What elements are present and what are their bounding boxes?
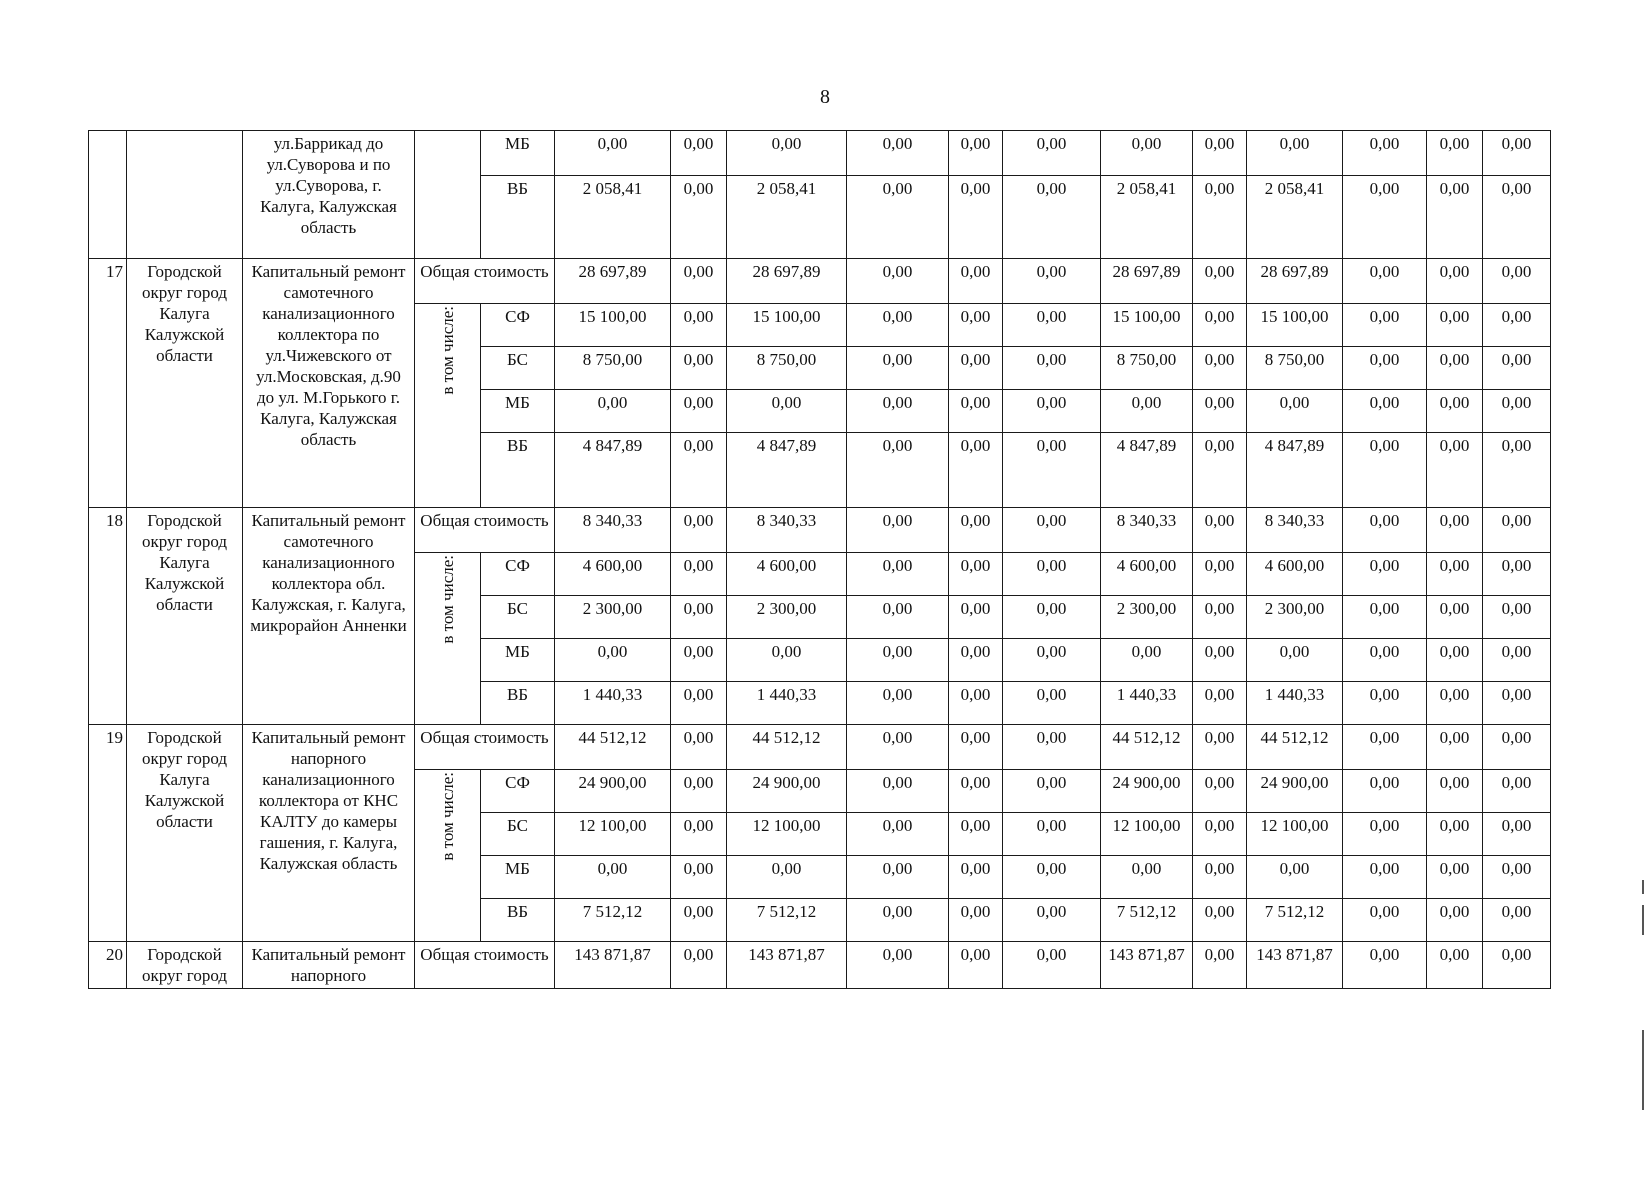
value-cell: 0,00 [949, 899, 1003, 942]
value-cell: 0,00 [671, 347, 727, 390]
value-cell: 0,00 [727, 131, 847, 176]
value-cell: 0,00 [727, 390, 847, 433]
value-cell: 0,00 [847, 176, 949, 259]
value-cell: 0,00 [949, 433, 1003, 508]
value-cell: 28 697,89 [555, 259, 671, 304]
value-cell: 7 512,12 [555, 899, 671, 942]
value-cell: 0,00 [949, 259, 1003, 304]
value-cell: 0,00 [555, 856, 671, 899]
value-cell: 0,00 [1483, 553, 1551, 596]
number-cell: 20 [89, 942, 127, 989]
value-cell: 2 058,41 [727, 176, 847, 259]
value-cell: 0,00 [671, 942, 727, 989]
value-cell: 44 512,12 [727, 725, 847, 770]
page-number: 8 [820, 86, 830, 108]
incl-label-cell [415, 770, 481, 942]
value-cell: 12 100,00 [1101, 813, 1193, 856]
value-cell: 24 900,00 [555, 770, 671, 813]
value-cell: 0,00 [1003, 304, 1101, 347]
value-cell: 0,00 [949, 347, 1003, 390]
value-cell: 0,00 [1193, 433, 1247, 508]
value-cell: 0,00 [1101, 639, 1193, 682]
value-cell: 0,00 [1193, 856, 1247, 899]
value-cell: 0,00 [671, 259, 727, 304]
value-cell: 0,00 [1427, 899, 1483, 942]
value-cell: 0,00 [1193, 131, 1247, 176]
value-cell: 0,00 [1427, 942, 1483, 989]
source-cell: СФ [481, 770, 555, 813]
value-cell: 44 512,12 [1247, 725, 1343, 770]
value-cell: 0,00 [671, 131, 727, 176]
value-cell: 2 300,00 [555, 596, 671, 639]
value-cell: 0,00 [1193, 390, 1247, 433]
description-cell: Капитальный ремонт напорного [243, 942, 415, 989]
value-cell: 0,00 [671, 176, 727, 259]
value-cell: 0,00 [1427, 856, 1483, 899]
value-cell: 7 512,12 [1101, 899, 1193, 942]
value-cell: 0,00 [949, 176, 1003, 259]
value-cell: 0,00 [1003, 508, 1101, 553]
total-label-cell: Общая стоимость [415, 942, 555, 989]
district-cell: Городской округ город Калуга Калужской области [127, 259, 243, 508]
value-cell: 0,00 [1003, 639, 1101, 682]
value-cell: 2 058,41 [1247, 176, 1343, 259]
value-cell: 0,00 [671, 508, 727, 553]
value-cell: 0,00 [847, 639, 949, 682]
value-cell: 0,00 [847, 553, 949, 596]
value-cell: 0,00 [1193, 899, 1247, 942]
total-label-cell: Общая стоимость [415, 725, 555, 770]
value-cell: 15 100,00 [555, 304, 671, 347]
number-cell: 18 [89, 508, 127, 725]
value-cell: 8 340,33 [555, 508, 671, 553]
value-cell: 4 847,89 [1101, 433, 1193, 508]
value-cell: 4 847,89 [727, 433, 847, 508]
value-cell: 28 697,89 [1101, 259, 1193, 304]
value-cell: 0,00 [1483, 176, 1551, 259]
value-cell: 0,00 [1003, 725, 1101, 770]
value-cell: 0,00 [1003, 942, 1101, 989]
value-cell: 0,00 [671, 639, 727, 682]
table-row [89, 259, 1551, 304]
value-cell: 1 440,33 [1247, 682, 1343, 725]
value-cell: 0,00 [671, 390, 727, 433]
source-cell: МБ [481, 390, 555, 433]
value-cell: 0,00 [949, 131, 1003, 176]
incl-cell [415, 131, 481, 259]
value-cell: 0,00 [1247, 131, 1343, 176]
value-cell: 0,00 [1483, 259, 1551, 304]
value-cell: 8 340,33 [1101, 508, 1193, 553]
value-cell: 0,00 [1483, 304, 1551, 347]
value-cell: 0,00 [1483, 899, 1551, 942]
number-cell [89, 131, 127, 259]
value-cell: 0,00 [671, 596, 727, 639]
value-cell: 0,00 [1427, 770, 1483, 813]
value-cell: 0,00 [1343, 682, 1427, 725]
table-row [89, 942, 1551, 989]
value-cell: 0,00 [949, 725, 1003, 770]
value-cell: 8 340,33 [1247, 508, 1343, 553]
value-cell: 24 900,00 [727, 770, 847, 813]
source-cell: ВБ [481, 899, 555, 942]
value-cell: 28 697,89 [727, 259, 847, 304]
value-cell: 0,00 [671, 813, 727, 856]
value-cell: 0,00 [847, 856, 949, 899]
value-cell: 0,00 [555, 639, 671, 682]
value-cell: 0,00 [1343, 813, 1427, 856]
value-cell: 0,00 [1427, 433, 1483, 508]
value-cell: 0,00 [1193, 813, 1247, 856]
description-cell: Капитальный ремонт самотечного канализационного коллектора обл. Калужская, г. Калуга, микрорайон Анненки [243, 508, 415, 725]
value-cell: 0,00 [1427, 553, 1483, 596]
value-cell: 0,00 [671, 770, 727, 813]
incl-label: в том числе: [438, 306, 457, 395]
value-cell: 0,00 [949, 596, 1003, 639]
value-cell: 4 847,89 [1247, 433, 1343, 508]
value-cell: 0,00 [1101, 131, 1193, 176]
value-cell: 1 440,33 [1101, 682, 1193, 725]
value-cell: 15 100,00 [1247, 304, 1343, 347]
value-cell: 0,00 [1343, 856, 1427, 899]
value-cell: 0,00 [1343, 347, 1427, 390]
value-cell: 12 100,00 [1247, 813, 1343, 856]
value-cell: 0,00 [1427, 639, 1483, 682]
table-body [89, 131, 1551, 989]
value-cell: 0,00 [847, 347, 949, 390]
value-cell: 0,00 [1003, 176, 1101, 259]
value-cell: 44 512,12 [1101, 725, 1193, 770]
value-cell: 0,00 [1343, 508, 1427, 553]
value-cell: 0,00 [1343, 639, 1427, 682]
scan-mark [1642, 1030, 1644, 1110]
value-cell: 0,00 [1193, 176, 1247, 259]
value-cell: 2 300,00 [1247, 596, 1343, 639]
value-cell: 0,00 [1483, 390, 1551, 433]
value-cell: 0,00 [949, 390, 1003, 433]
value-cell: 0,00 [1343, 259, 1427, 304]
value-cell: 0,00 [727, 856, 847, 899]
value-cell: 0,00 [1483, 856, 1551, 899]
scan-mark [1642, 880, 1644, 894]
value-cell: 0,00 [671, 682, 727, 725]
table-row [89, 508, 1551, 553]
value-cell: 0,00 [1483, 942, 1551, 989]
value-cell: 8 750,00 [727, 347, 847, 390]
value-cell: 0,00 [949, 813, 1003, 856]
description-cell: ул.Баррикад до ул.Суворова и по ул.Суворова, г. Калуга, Калужская область [243, 131, 415, 259]
value-cell: 0,00 [847, 942, 949, 989]
value-cell: 0,00 [1427, 813, 1483, 856]
value-cell: 0,00 [1003, 899, 1101, 942]
value-cell: 8 750,00 [555, 347, 671, 390]
value-cell: 4 600,00 [1101, 553, 1193, 596]
district-cell: Городской округ город [127, 942, 243, 989]
value-cell: 0,00 [949, 856, 1003, 899]
value-cell: 1 440,33 [727, 682, 847, 725]
value-cell: 0,00 [1483, 433, 1551, 508]
value-cell: 0,00 [1003, 596, 1101, 639]
value-cell: 0,00 [1427, 131, 1483, 176]
value-cell: 143 871,87 [1247, 942, 1343, 989]
source-cell: МБ [481, 131, 555, 176]
value-cell: 0,00 [1427, 304, 1483, 347]
value-cell: 0,00 [949, 553, 1003, 596]
value-cell: 0,00 [1483, 596, 1551, 639]
value-cell: 24 900,00 [1247, 770, 1343, 813]
value-cell: 0,00 [1427, 259, 1483, 304]
value-cell: 0,00 [1003, 347, 1101, 390]
value-cell: 44 512,12 [555, 725, 671, 770]
value-cell: 0,00 [847, 770, 949, 813]
value-cell: 2 058,41 [1101, 176, 1193, 259]
value-cell: 0,00 [1343, 176, 1427, 259]
description-cell: Капитальный ремонт напорного канализационного коллектора от КНС КАЛТУ до камеры гашения, г. Калуга, Калужская область [243, 725, 415, 942]
value-cell: 143 871,87 [727, 942, 847, 989]
value-cell: 0,00 [1003, 259, 1101, 304]
value-cell: 0,00 [1343, 770, 1427, 813]
value-cell: 0,00 [1193, 596, 1247, 639]
value-cell: 0,00 [1483, 347, 1551, 390]
table-row [89, 131, 1551, 176]
value-cell: 0,00 [949, 942, 1003, 989]
value-cell: 0,00 [1343, 304, 1427, 347]
value-cell: 143 871,87 [1101, 942, 1193, 989]
value-cell: 7 512,12 [727, 899, 847, 942]
value-cell: 15 100,00 [727, 304, 847, 347]
value-cell: 0,00 [1427, 347, 1483, 390]
source-cell: ВБ [481, 433, 555, 508]
value-cell: 0,00 [847, 899, 949, 942]
value-cell: 0,00 [847, 390, 949, 433]
source-cell: СФ [481, 553, 555, 596]
total-label-cell: Общая стоимость [415, 508, 555, 553]
value-cell: 0,00 [671, 433, 727, 508]
value-cell: 0,00 [847, 433, 949, 508]
value-cell: 0,00 [847, 813, 949, 856]
value-cell: 0,00 [1193, 553, 1247, 596]
value-cell: 0,00 [1483, 725, 1551, 770]
value-cell: 0,00 [847, 596, 949, 639]
value-cell: 0,00 [1101, 390, 1193, 433]
value-cell: 2 300,00 [727, 596, 847, 639]
value-cell: 0,00 [671, 304, 727, 347]
scan-mark [1642, 905, 1644, 935]
value-cell: 0,00 [847, 725, 949, 770]
source-cell: СФ [481, 304, 555, 347]
value-cell: 0,00 [1427, 176, 1483, 259]
value-cell: 0,00 [847, 259, 949, 304]
source-cell: БС [481, 596, 555, 639]
value-cell: 0,00 [1343, 390, 1427, 433]
value-cell: 0,00 [1193, 259, 1247, 304]
value-cell: 0,00 [671, 553, 727, 596]
number-cell: 19 [89, 725, 127, 942]
value-cell: 24 900,00 [1101, 770, 1193, 813]
value-cell: 0,00 [847, 682, 949, 725]
value-cell: 0,00 [1101, 856, 1193, 899]
value-cell: 2 300,00 [1101, 596, 1193, 639]
value-cell: 0,00 [1483, 131, 1551, 176]
value-cell: 0,00 [847, 131, 949, 176]
value-cell: 15 100,00 [1101, 304, 1193, 347]
value-cell: 0,00 [1483, 682, 1551, 725]
value-cell: 0,00 [1343, 131, 1427, 176]
source-cell: МБ [481, 639, 555, 682]
source-cell: БС [481, 347, 555, 390]
incl-label-cell [415, 304, 481, 508]
value-cell: 0,00 [1343, 899, 1427, 942]
value-cell: 0,00 [727, 639, 847, 682]
value-cell: 0,00 [671, 856, 727, 899]
value-cell: 4 600,00 [727, 553, 847, 596]
value-cell: 1 440,33 [555, 682, 671, 725]
value-cell: 0,00 [1247, 856, 1343, 899]
description-cell: Капитальный ремонт самотечного канализационного коллектора по ул.Чижевского от ул.Московская, д.90 до ул. М.Горького г. Калуга, Калужская область [243, 259, 415, 508]
value-cell: 0,00 [555, 390, 671, 433]
value-cell: 0,00 [1343, 553, 1427, 596]
value-cell: 0,00 [847, 304, 949, 347]
number-cell: 17 [89, 259, 127, 508]
source-cell: ВБ [481, 682, 555, 725]
value-cell: 12 100,00 [727, 813, 847, 856]
value-cell: 0,00 [949, 682, 1003, 725]
value-cell: 0,00 [1427, 682, 1483, 725]
value-cell: 0,00 [1247, 390, 1343, 433]
value-cell: 0,00 [949, 639, 1003, 682]
value-cell: 0,00 [1343, 433, 1427, 508]
value-cell: 0,00 [1193, 304, 1247, 347]
incl-label: в том числе: [438, 772, 457, 861]
value-cell: 0,00 [1427, 725, 1483, 770]
value-cell: 0,00 [1003, 390, 1101, 433]
incl-label: в том числе: [438, 555, 457, 644]
value-cell: 0,00 [671, 725, 727, 770]
value-cell: 0,00 [555, 131, 671, 176]
value-cell: 0,00 [1343, 942, 1427, 989]
value-cell: 0,00 [1427, 508, 1483, 553]
value-cell: 0,00 [949, 770, 1003, 813]
value-cell: 0,00 [671, 899, 727, 942]
value-cell: 8 750,00 [1101, 347, 1193, 390]
district-cell: Городской округ город Калуга Калужской области [127, 725, 243, 942]
value-cell: 0,00 [1193, 639, 1247, 682]
value-cell: 0,00 [949, 304, 1003, 347]
incl-label-cell [415, 553, 481, 725]
value-cell: 0,00 [949, 508, 1003, 553]
value-cell: 143 871,87 [555, 942, 671, 989]
district-cell [127, 131, 243, 259]
value-cell: 0,00 [1483, 508, 1551, 553]
value-cell: 0,00 [1483, 639, 1551, 682]
value-cell: 2 058,41 [555, 176, 671, 259]
source-cell: МБ [481, 856, 555, 899]
value-cell: 0,00 [1427, 596, 1483, 639]
value-cell: 8 340,33 [727, 508, 847, 553]
value-cell: 12 100,00 [555, 813, 671, 856]
value-cell: 0,00 [1003, 856, 1101, 899]
value-cell: 0,00 [1193, 725, 1247, 770]
value-cell: 0,00 [1483, 770, 1551, 813]
value-cell: 0,00 [1003, 813, 1101, 856]
value-cell: 0,00 [1003, 131, 1101, 176]
table-row [89, 725, 1551, 770]
value-cell: 0,00 [1003, 553, 1101, 596]
value-cell: 0,00 [1427, 390, 1483, 433]
value-cell: 0,00 [1343, 596, 1427, 639]
value-cell: 0,00 [847, 508, 949, 553]
value-cell: 7 512,12 [1247, 899, 1343, 942]
value-cell: 0,00 [1483, 813, 1551, 856]
value-cell: 8 750,00 [1247, 347, 1343, 390]
source-cell: ВБ [481, 176, 555, 259]
value-cell: 28 697,89 [1247, 259, 1343, 304]
value-cell: 0,00 [1193, 347, 1247, 390]
source-cell: БС [481, 813, 555, 856]
value-cell: 0,00 [1003, 682, 1101, 725]
value-cell: 4 600,00 [1247, 553, 1343, 596]
value-cell: 0,00 [1193, 942, 1247, 989]
value-cell: 0,00 [1193, 508, 1247, 553]
value-cell: 0,00 [1193, 770, 1247, 813]
value-cell: 4 600,00 [555, 553, 671, 596]
value-cell: 0,00 [1003, 770, 1101, 813]
district-cell: Городской округ город Калуга Калужской области [127, 508, 243, 725]
value-cell: 0,00 [1003, 433, 1101, 508]
value-cell: 0,00 [1247, 639, 1343, 682]
total-label-cell: Общая стоимость [415, 259, 555, 304]
value-cell: 0,00 [1343, 725, 1427, 770]
budget-table [88, 130, 1551, 989]
value-cell: 4 847,89 [555, 433, 671, 508]
value-cell: 0,00 [1193, 682, 1247, 725]
